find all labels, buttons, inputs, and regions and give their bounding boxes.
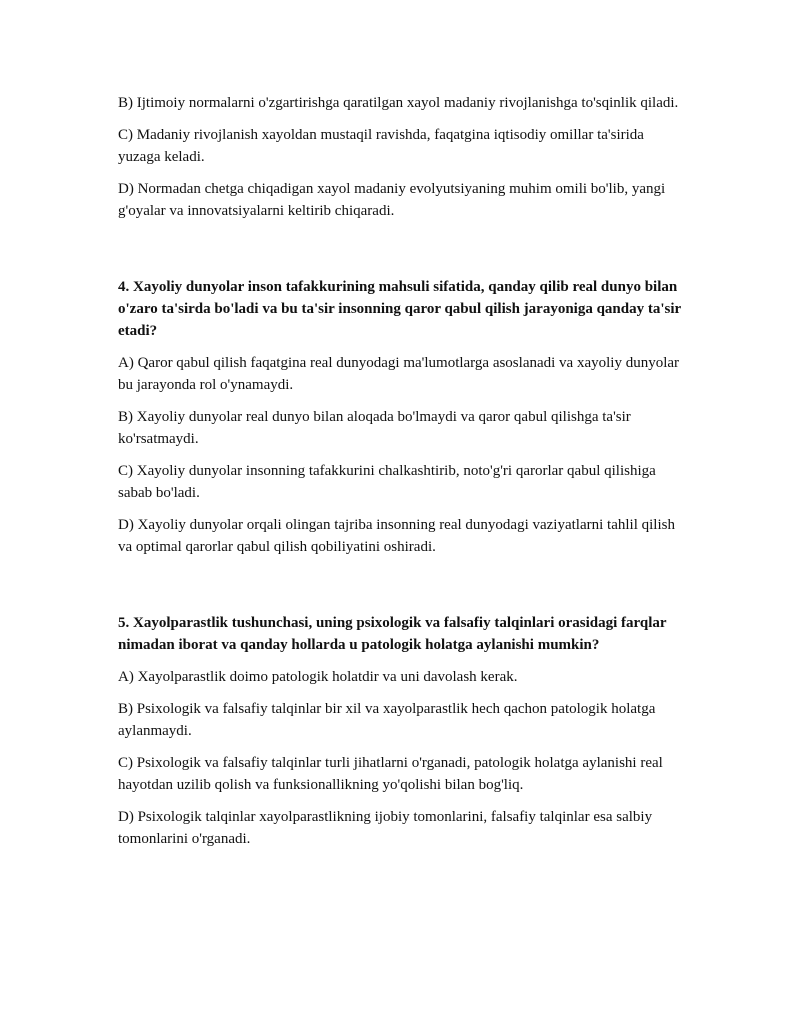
option-c: C) Madaniy rivojlanish xayoldan mustaqil ravishda, faqatgina iqtisodiy omillar ta'sirida yuzaga keladi.	[118, 127, 644, 165]
option-b: B) Ijtimoiy normalarni o'zgartirishga qaratilgan xayol madaniy rivojlanishga to'sqinlik qiladi.	[118, 95, 679, 111]
section-spacer	[118, 232, 688, 276]
option-b: B) Xayoliy dunyolar real dunyo bilan aloqada bo'lmaydi va qaror qabul qilishga ta'sir ko'rsatmaydi.	[118, 409, 631, 447]
document-page	[118, 92, 688, 860]
option-d: D) Normadan chetga chiqadigan xayol madaniy evolyutsiyaning muhim omili bo'lib, yangi g'oyalar va innovatsiyalarni keltirib chiqaradi.	[118, 181, 666, 219]
option-b: B) Psixologik va falsafiy talqinlar bir xil va xayolparastlik hech qachon patologik holatga aylanmaydi.	[118, 701, 656, 739]
question-5-title: 5. Xayolparastlik tushunchasi, uning psixologik va falsafiy talqinlari orasidagi farqlar nimadan iborat va qanday hollarda u patologik holatga aylanishi mumkin?	[118, 615, 667, 653]
option-c: C) Xayoliy dunyolar insonning tafakkurini chalkashtirib, noto'g'ri qarorlar qabul qilishiga sabab bo'ladi.	[118, 463, 656, 501]
option-d: D) Psixologik talqinlar xayolparastlikning ijobiy tomonlarini, falsafiy talqinlar esa salbiy tomonlarini o'rganadi.	[118, 809, 653, 847]
option-a: A) Qaror qabul qilish faqatgina real dunyodagi ma'lumotlarga asoslanadi va xayoliy dunyolar bu jarayonda rol o'ynamaydi.	[118, 355, 680, 393]
option-a: A) Xayolparastlik doimo patologik holatdir va uni davolash kerak.	[118, 669, 518, 685]
section-spacer	[118, 568, 688, 612]
option-d: D) Xayoliy dunyolar orqali olingan tajriba insonning real dunyodagi vaziyatlarni tahlil qilish va optimal qarorlar qabul qilish qobiliyatini oshiradi.	[118, 517, 675, 555]
option-c: C) Psixologik va falsafiy talqinlar turli jihatlarni o'rganadi, patologik holatga aylanishi real hayotdan uzilib qolish va funksionallikning yo'qolishi bilan bog'liq.	[118, 755, 663, 793]
question-4-title: 4. Xayoliy dunyolar inson tafakkurining mahsuli sifatida, qanday qilib real dunyo bilan o'zaro ta'sirda bo'ladi va bu ta'sir insonning qaror qabul qilish jarayoniga qanday ta'sir etadi?	[118, 279, 681, 339]
